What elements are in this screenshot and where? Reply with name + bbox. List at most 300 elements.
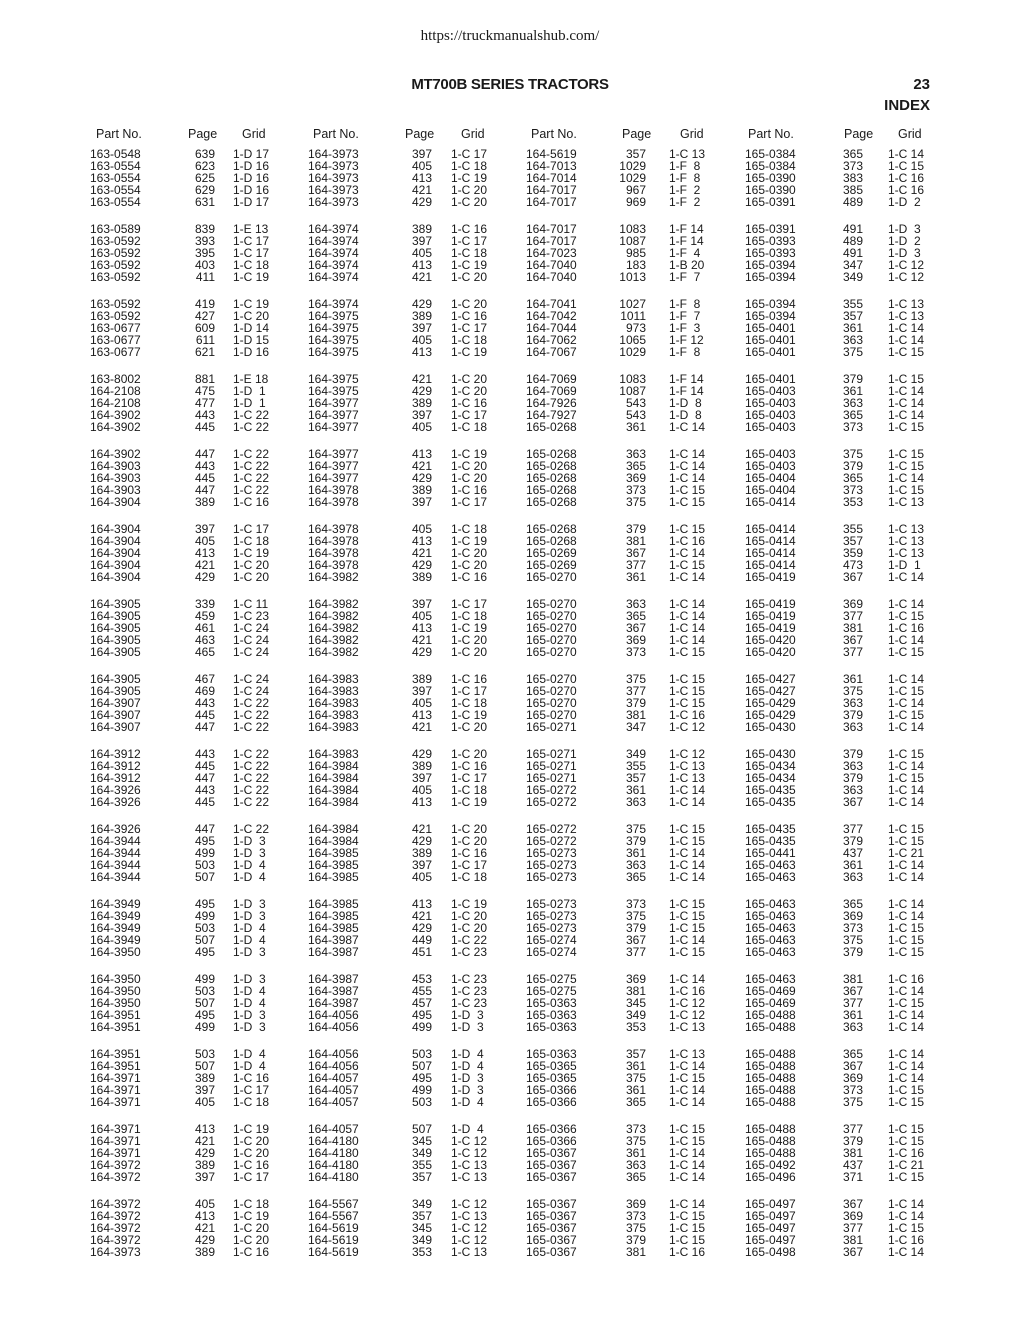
table-row — [0, 547, 1020, 559]
grid-reference: 1-C 19 — [451, 708, 488, 722]
grid-reference: 1-C 14 — [669, 1158, 706, 1172]
page-number: 23 — [913, 76, 930, 93]
grid-reference: 1-C 15 — [888, 933, 925, 947]
part-number: 164-3905 — [90, 684, 141, 698]
page-reference: 495 — [194, 897, 215, 911]
page-reference: 379 — [842, 834, 863, 848]
grid-reference: 1-C 17 — [451, 408, 488, 422]
page-reference: 379 — [842, 372, 863, 386]
page-reference: 429 — [411, 297, 432, 311]
part-number: 164-3926 — [90, 795, 141, 809]
part-number: 164-3950 — [90, 984, 141, 998]
page-reference: 377 — [842, 609, 863, 623]
page-reference: 397 — [411, 858, 432, 872]
part-number: 164-3951 — [90, 1047, 141, 1061]
grid-reference: 1-C 13 — [669, 759, 706, 773]
section-label: INDEX — [884, 97, 930, 114]
page-reference: 389 — [411, 483, 432, 497]
grid-reference: 1-F 3 — [669, 321, 701, 335]
table-row — [0, 796, 1020, 808]
page-reference: 379 — [625, 522, 646, 536]
part-number: 165-0366 — [526, 1134, 577, 1148]
page-reference: 367 — [625, 621, 646, 635]
page-reference: 363 — [842, 396, 863, 410]
part-number: 164-3982 — [308, 621, 359, 635]
part-number: 165-0430 — [745, 720, 796, 734]
grid-reference: 1-D 4 — [233, 1047, 266, 1061]
part-number: 164-3905 — [90, 597, 141, 611]
page-reference: 365 — [625, 870, 646, 884]
grid-reference: 1-C 22 — [233, 483, 270, 497]
part-number: 165-0268 — [526, 534, 577, 548]
part-number: 164-3972 — [90, 1170, 141, 1184]
page-reference: 453 — [411, 972, 432, 986]
part-number: 165-0271 — [526, 747, 577, 761]
page-reference: 381 — [625, 708, 646, 722]
page-reference: 495 — [411, 1008, 432, 1022]
grid-reference: 1-C 22 — [233, 420, 270, 434]
page-reference: 183 — [625, 258, 646, 272]
page-reference: 369 — [625, 972, 646, 986]
page-reference: 411 — [195, 270, 215, 284]
page-reference: 413 — [411, 171, 432, 185]
page-reference: 371 — [842, 1170, 863, 1184]
grid-reference: 1-D 14 — [233, 321, 270, 335]
part-number: 164-3977 — [308, 408, 359, 422]
grid-reference: 1-C 18 — [233, 258, 270, 272]
grid-reference: 1-C 19 — [233, 270, 270, 284]
grid-reference: 1-C 15 — [888, 684, 925, 698]
grid-reference: 1-C 20 — [451, 459, 488, 473]
grid-reference: 1-C 17 — [451, 684, 488, 698]
part-number: 164-3982 — [308, 645, 359, 659]
part-number: 165-0430 — [745, 747, 796, 761]
page-reference: 357 — [842, 309, 863, 323]
grid-reference: 1-C 20 — [233, 1221, 270, 1235]
source-url[interactable]: https://truckmanualshub.com/ — [420, 28, 600, 44]
grid-reference: 1-C 20 — [451, 195, 488, 209]
page-reference: 463 — [194, 633, 215, 647]
page-reference: 429 — [411, 384, 432, 398]
part-number: 164-3949 — [90, 921, 141, 935]
page-reference: 507 — [194, 933, 215, 947]
table-row — [0, 373, 1020, 385]
part-number: 165-0384 — [745, 147, 796, 161]
grid-reference: 1-D 4 — [233, 921, 266, 935]
page-reference: 495 — [411, 1071, 432, 1085]
grid-reference: 1-C 15 — [888, 1134, 925, 1148]
page-reference: 349 — [625, 747, 646, 761]
part-number: 165-0366 — [526, 1122, 577, 1136]
table-row — [0, 634, 1020, 646]
page-reference: 379 — [842, 708, 863, 722]
grid-reference: 1-F 14 — [669, 384, 704, 398]
part-number: 163-0554 — [90, 159, 141, 173]
part-number: 164-3904 — [90, 522, 141, 536]
table-row — [0, 421, 1020, 433]
grid-reference: 1-C 15 — [669, 909, 706, 923]
page-reference: 491 — [842, 246, 863, 260]
grid-reference: 1-C 15 — [888, 771, 925, 785]
page-reference: 359 — [842, 546, 863, 560]
page-reference: 373 — [842, 159, 863, 173]
table-row — [0, 946, 1020, 958]
table-row — [0, 673, 1020, 685]
part-number: 165-0270 — [526, 633, 577, 647]
grid-reference: 1-C 17 — [451, 147, 488, 161]
grid-reference: 1-C 13 — [888, 522, 925, 536]
page-reference: 397 — [411, 771, 432, 785]
grid-reference: 1-D 16 — [233, 183, 270, 197]
grid-reference: 1-C 12 — [888, 270, 925, 284]
part-number: 165-0463 — [745, 897, 796, 911]
part-number: 165-0434 — [745, 759, 796, 773]
column-header-grid: Grid — [242, 127, 266, 141]
page-reference: 469 — [194, 684, 215, 698]
table-row — [0, 610, 1020, 622]
part-number: 165-0271 — [526, 759, 577, 773]
grid-reference: 1-C 16 — [451, 309, 488, 323]
grid-reference: 1-D 16 — [233, 345, 270, 359]
table-row — [0, 1084, 1020, 1096]
row-group — [0, 223, 1020, 283]
grid-reference: 1-C 14 — [888, 1197, 925, 1211]
grid-reference: 1-C 19 — [233, 297, 270, 311]
page-reference: 389 — [194, 1158, 215, 1172]
grid-reference: 1-C 12 — [451, 1221, 488, 1235]
grid-reference: 1-F 7 — [669, 309, 701, 323]
part-number: 165-0463 — [745, 972, 796, 986]
part-number: 164-3983 — [308, 708, 359, 722]
grid-reference: 1-C 19 — [451, 447, 488, 461]
page-reference: 375 — [625, 909, 646, 923]
page-reference: 355 — [625, 759, 646, 773]
page-reference: 389 — [411, 396, 432, 410]
page-reference: 467 — [194, 672, 215, 686]
part-number: 164-7041 — [526, 297, 577, 311]
grid-reference: 1-C 19 — [451, 897, 488, 911]
part-number: 165-0488 — [745, 1020, 796, 1034]
part-number: 164-3905 — [90, 609, 141, 623]
table-row — [0, 973, 1020, 985]
part-number: 165-0496 — [745, 1170, 796, 1184]
grid-reference: 1-C 14 — [888, 759, 925, 773]
page-reference: 1027 — [619, 297, 646, 311]
grid-reference: 1-C 23 — [451, 972, 488, 986]
page-reference: 427 — [194, 309, 215, 323]
grid-reference: 1-C 16 — [451, 396, 488, 410]
page-reference: 389 — [411, 570, 432, 584]
part-number: 164-3983 — [308, 672, 359, 686]
grid-reference: 1-C 14 — [669, 1083, 706, 1097]
page-reference: 363 — [842, 720, 863, 734]
part-number: 165-0390 — [745, 183, 796, 197]
grid-reference: 1-C 24 — [233, 684, 270, 698]
grid-reference: 1-C 23 — [233, 609, 270, 623]
grid-reference: 1-C 14 — [669, 570, 706, 584]
grid-reference: 1-C 17 — [233, 234, 270, 248]
column-header-grid: Grid — [898, 127, 922, 141]
grid-reference: 1-C 17 — [451, 234, 488, 248]
grid-reference: 1-C 23 — [451, 984, 488, 998]
part-number: 163-0554 — [90, 171, 141, 185]
part-number: 164-7069 — [526, 384, 577, 398]
part-number: 165-0497 — [745, 1233, 796, 1247]
page-reference: 397 — [194, 1083, 215, 1097]
part-number: 165-0270 — [526, 621, 577, 635]
grid-reference: 1-C 14 — [669, 597, 706, 611]
grid-reference: 1-C 18 — [451, 609, 488, 623]
page-reference: 349 — [842, 270, 863, 284]
grid-reference: 1-C 22 — [233, 795, 270, 809]
grid-reference: 1-D 3 — [233, 834, 266, 848]
part-number: 165-0463 — [745, 945, 796, 959]
part-number: 164-3982 — [308, 609, 359, 623]
page-reference: 445 — [194, 795, 215, 809]
grid-reference: 1-D 4 — [233, 858, 266, 872]
part-number: 165-0274 — [526, 945, 577, 959]
table-row — [0, 1159, 1020, 1171]
part-number: 163-0677 — [90, 333, 141, 347]
part-number: 164-7017 — [526, 183, 577, 197]
page-reference: 503 — [194, 984, 215, 998]
grid-reference: 1-C 18 — [451, 333, 488, 347]
grid-reference: 1-C 15 — [669, 1221, 706, 1235]
grid-reference: 1-C 19 — [451, 258, 488, 272]
page-reference: 363 — [842, 870, 863, 884]
grid-reference: 1-C 14 — [888, 396, 925, 410]
grid-reference: 1-C 15 — [669, 522, 706, 536]
grid-reference: 1-C 14 — [888, 858, 925, 872]
grid-reference: 1-C 15 — [669, 1209, 706, 1223]
part-number: 165-0365 — [526, 1071, 577, 1085]
page-reference: 405 — [411, 333, 432, 347]
part-number: 165-0391 — [745, 195, 796, 209]
page-reference: 357 — [625, 771, 646, 785]
page-reference: 499 — [194, 846, 215, 860]
grid-reference: 1-D 3 — [233, 1008, 266, 1022]
page-reference: 397 — [411, 597, 432, 611]
part-number: 164-4056 — [308, 1059, 359, 1073]
part-number: 164-7017 — [526, 222, 577, 236]
grid-reference: 1-C 20 — [451, 633, 488, 647]
page-reference: 405 — [411, 159, 432, 173]
table-row — [0, 172, 1020, 184]
page-reference: 365 — [625, 1095, 646, 1109]
page-reference: 367 — [842, 1245, 863, 1259]
grid-reference: 1-C 14 — [888, 1059, 925, 1073]
page-reference: 393 — [194, 234, 215, 248]
table-row — [0, 322, 1020, 334]
grid-reference: 1-C 20 — [451, 372, 488, 386]
table-row — [0, 1135, 1020, 1147]
part-number: 164-3983 — [308, 720, 359, 734]
page-reference: 609 — [194, 321, 215, 335]
grid-reference: 1-C 12 — [888, 258, 925, 272]
table-row — [0, 709, 1020, 721]
grid-reference: 1-C 13 — [451, 1158, 488, 1172]
part-number: 164-3975 — [308, 321, 359, 335]
grid-reference: 1-F 8 — [669, 297, 701, 311]
page-reference: 379 — [625, 834, 646, 848]
page-reference: 353 — [411, 1245, 432, 1259]
part-number: 165-0403 — [745, 384, 796, 398]
page-reference: 503 — [194, 858, 215, 872]
grid-reference: 1-C 22 — [233, 747, 270, 761]
page-reference: 389 — [411, 222, 432, 236]
grid-reference: 1-C 14 — [888, 1245, 925, 1259]
page-reference: 413 — [411, 447, 432, 461]
grid-reference: 1-C 15 — [888, 834, 925, 848]
grid-reference: 1-C 13 — [451, 1245, 488, 1259]
page-reference: 451 — [411, 945, 432, 959]
part-number: 165-0273 — [526, 897, 577, 911]
part-number: 164-3950 — [90, 972, 141, 986]
grid-reference: 1-C 18 — [451, 420, 488, 434]
part-number: 164-3951 — [90, 1059, 141, 1073]
table-row — [0, 910, 1020, 922]
page-reference: 397 — [411, 321, 432, 335]
grid-reference: 1-C 14 — [888, 570, 925, 584]
page-reference: 405 — [411, 870, 432, 884]
page-reference: 361 — [842, 321, 863, 335]
page-reference: 473 — [842, 558, 863, 572]
grid-reference: 1-C 15 — [669, 1134, 706, 1148]
part-number: 165-0391 — [745, 222, 796, 236]
part-number: 163-0554 — [90, 195, 141, 209]
page-reference: 345 — [411, 1221, 432, 1235]
grid-reference: 1-D 3 — [451, 1020, 484, 1034]
page-reference: 377 — [842, 1122, 863, 1136]
page-reference: 373 — [625, 1122, 646, 1136]
table-row — [0, 1072, 1020, 1084]
part-number: 165-0427 — [745, 684, 796, 698]
grid-reference: 1-D 4 — [233, 933, 266, 947]
part-number: 163-0677 — [90, 345, 141, 359]
grid-reference: 1-C 17 — [233, 1170, 270, 1184]
part-number: 163-8002 — [90, 372, 141, 386]
part-number: 164-3978 — [308, 534, 359, 548]
column-header-part-no: Part No. — [531, 127, 577, 141]
part-number: 165-0273 — [526, 858, 577, 872]
page-reference: 503 — [194, 1047, 215, 1061]
part-number: 164-3982 — [308, 570, 359, 584]
page-reference: 389 — [194, 1071, 215, 1085]
part-number: 164-3907 — [90, 720, 141, 734]
row-group — [0, 598, 1020, 658]
page-reference: 405 — [194, 1197, 215, 1211]
table-row — [0, 985, 1020, 997]
page-reference: 429 — [194, 570, 215, 584]
grid-reference: 1-C 22 — [233, 771, 270, 785]
grid-reference: 1-C 15 — [669, 834, 706, 848]
page-reference: 413 — [411, 621, 432, 635]
grid-reference: 1-D 4 — [451, 1095, 484, 1109]
page-reference: 383 — [842, 171, 863, 185]
grid-reference: 1-C 15 — [888, 921, 925, 935]
grid-reference: 1-C 15 — [888, 822, 925, 836]
part-number: 165-0434 — [745, 771, 796, 785]
page-reference: 1065 — [619, 333, 646, 347]
page-reference: 445 — [194, 759, 215, 773]
table-row — [0, 1123, 1020, 1135]
part-number: 164-3974 — [308, 297, 359, 311]
grid-reference: 1-C 14 — [669, 621, 706, 635]
part-number: 165-0393 — [745, 246, 796, 260]
page-reference: 489 — [842, 234, 863, 248]
column-header-part-no: Part No. — [313, 127, 359, 141]
page-reference: 385 — [842, 183, 863, 197]
table-row — [0, 622, 1020, 634]
page-reference: 347 — [625, 720, 646, 734]
part-number: 165-0401 — [745, 321, 796, 335]
page-reference: 499 — [411, 1083, 432, 1097]
part-number: 164-3973 — [308, 195, 359, 209]
part-number: 164-3987 — [308, 933, 359, 947]
grid-reference: 1-E 18 — [233, 372, 269, 386]
page-reference: 437 — [842, 1158, 863, 1172]
part-number: 165-0469 — [745, 984, 796, 998]
grid-reference: 1-C 22 — [233, 708, 270, 722]
page-reference: 397 — [411, 234, 432, 248]
part-number: 164-3950 — [90, 996, 141, 1010]
part-number: 164-3987 — [308, 945, 359, 959]
grid-reference: 1-C 19 — [451, 621, 488, 635]
column-header-page: Page — [844, 127, 874, 141]
grid-reference: 1-C 15 — [669, 897, 706, 911]
part-number: 165-0273 — [526, 921, 577, 935]
part-number: 165-0275 — [526, 972, 577, 986]
part-number: 165-0497 — [745, 1197, 796, 1211]
part-number: 165-0419 — [745, 570, 796, 584]
page-reference: 367 — [625, 546, 646, 560]
part-number: 165-0435 — [745, 822, 796, 836]
part-number: 164-3902 — [90, 408, 141, 422]
part-number: 165-0394 — [745, 270, 796, 284]
grid-reference: 1-C 20 — [451, 558, 488, 572]
page-reference: 503 — [194, 921, 215, 935]
page-reference: 365 — [842, 897, 863, 911]
part-number: 165-0403 — [745, 420, 796, 434]
grid-reference: 1-C 15 — [888, 1221, 925, 1235]
part-number: 164-4057 — [308, 1071, 359, 1085]
part-number: 164-3971 — [90, 1071, 141, 1085]
part-number: 164-5619 — [526, 147, 577, 161]
part-number: 165-0492 — [745, 1158, 796, 1172]
page-reference: 507 — [411, 1122, 432, 1136]
grid-reference: 1-C 18 — [451, 159, 488, 173]
grid-reference: 1-C 14 — [888, 321, 925, 335]
grid-reference: 1-D 4 — [451, 1047, 484, 1061]
part-number: 164-3973 — [308, 171, 359, 185]
page-reference: 349 — [625, 1008, 646, 1022]
page-reference: 379 — [842, 459, 863, 473]
page-reference: 421 — [411, 459, 432, 473]
page-reference: 507 — [194, 996, 215, 1010]
grid-reference: 1-C 14 — [669, 546, 706, 560]
grid-reference: 1-C 20 — [451, 921, 488, 935]
page-reference: 405 — [411, 522, 432, 536]
part-number: 165-0268 — [526, 420, 577, 434]
grid-reference: 1-B 20 — [669, 258, 705, 272]
part-number: 165-0414 — [745, 495, 796, 509]
grid-reference: 1-C 16 — [888, 171, 925, 185]
row-group — [0, 1123, 1020, 1183]
grid-reference: 1-C 15 — [669, 1122, 706, 1136]
grid-reference: 1-C 14 — [888, 783, 925, 797]
page-reference: 389 — [194, 495, 215, 509]
part-number: 165-0367 — [526, 1209, 577, 1223]
